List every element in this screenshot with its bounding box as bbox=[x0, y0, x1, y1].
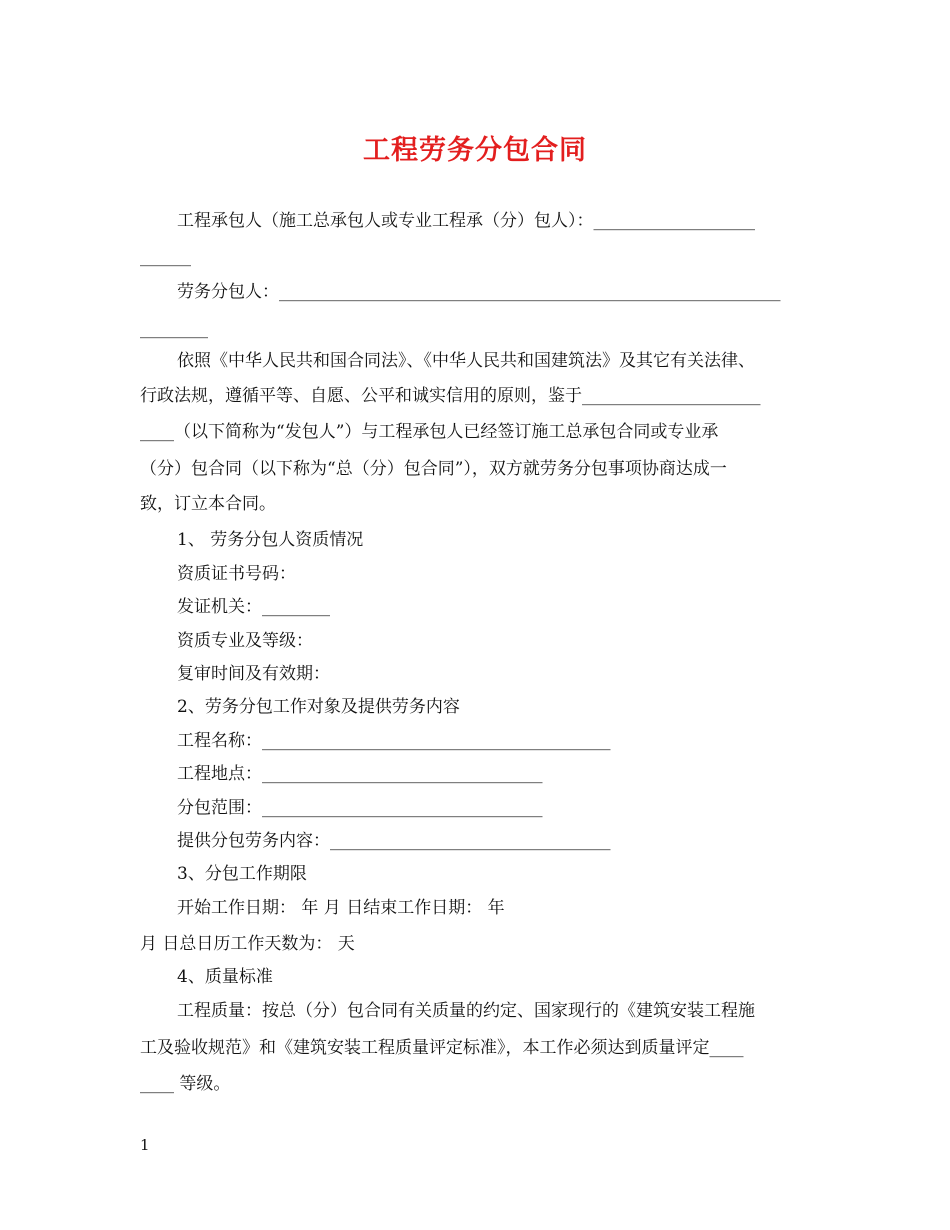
contractor-line-cont: ______ bbox=[140, 247, 191, 267]
subcontractor-line: 劳务分包人：___________________________________________________________ bbox=[177, 282, 781, 302]
issuing-authority-field: 发证机关：________ bbox=[177, 597, 330, 617]
subcontractor-line-cont: ________ bbox=[140, 319, 208, 339]
section-1-heading: 1、 劳务分包人资质情况 bbox=[177, 530, 364, 550]
preamble-line-1: 依照《中华人民共和国合同法》、《中华人民共和国建筑法》及其它有关法律、 bbox=[177, 351, 755, 371]
page-number: 1 bbox=[140, 1136, 150, 1154]
quality-line-1: 工程质量：按总（分）包合同有关质量的约定、国家现行的《建筑安装工程施 bbox=[177, 1001, 755, 1021]
preamble-line-3: ____（以下简称为“发包人”）与工程承包人已经签订施工总承包合同或专业承 bbox=[140, 422, 719, 442]
section-4-heading: 4、质量标准 bbox=[177, 967, 273, 987]
preamble-line-2: 行政法规，遵循平等、自愿、公平和诚实信用的原则，鉴于_____________________ bbox=[140, 386, 761, 406]
quality-line-2: 工及验收规范》和《建筑安装工程质量评定标准》，本工作必须达到质量评定____ bbox=[140, 1038, 744, 1058]
labor-content-field: 提供分包劳务内容：_________________________________ bbox=[177, 831, 611, 851]
project-name-field: 工程名称：_________________________________________ bbox=[177, 731, 611, 751]
subcontract-scope-field: 分包范围：_________________________________ bbox=[177, 798, 543, 818]
section-3-heading: 3、分包工作期限 bbox=[177, 864, 307, 884]
contractor-line: 工程承包人（施工总承包人或专业工程承（分）包人）：___________________ bbox=[177, 211, 755, 231]
review-validity-field: 复审时间及有效期： bbox=[177, 664, 330, 684]
project-location-field: 工程地点：_________________________________ bbox=[177, 764, 543, 784]
document-title: 工程劳务分包合同 bbox=[363, 135, 587, 166]
cert-number-field: 资质证书号码： bbox=[177, 564, 296, 584]
work-dates-line-cont: 月 日总日历工作天数为： 天 bbox=[140, 934, 355, 954]
quality-line-3: ____ 等级。 bbox=[140, 1074, 231, 1094]
qualification-grade-field: 资质专业及等级： bbox=[177, 631, 313, 651]
work-dates-line: 开始工作日期： 年 月 日结束工作日期： 年 bbox=[177, 898, 505, 918]
preamble-line-5: 致，订立本合同。 bbox=[140, 494, 276, 514]
section-2-heading: 2、劳务分包工作对象及提供劳务内容 bbox=[177, 697, 460, 717]
preamble-line-4: （分）包合同（以下称为“总（分）包合同”），双方就劳务分包事项协商达成一 bbox=[140, 459, 727, 479]
